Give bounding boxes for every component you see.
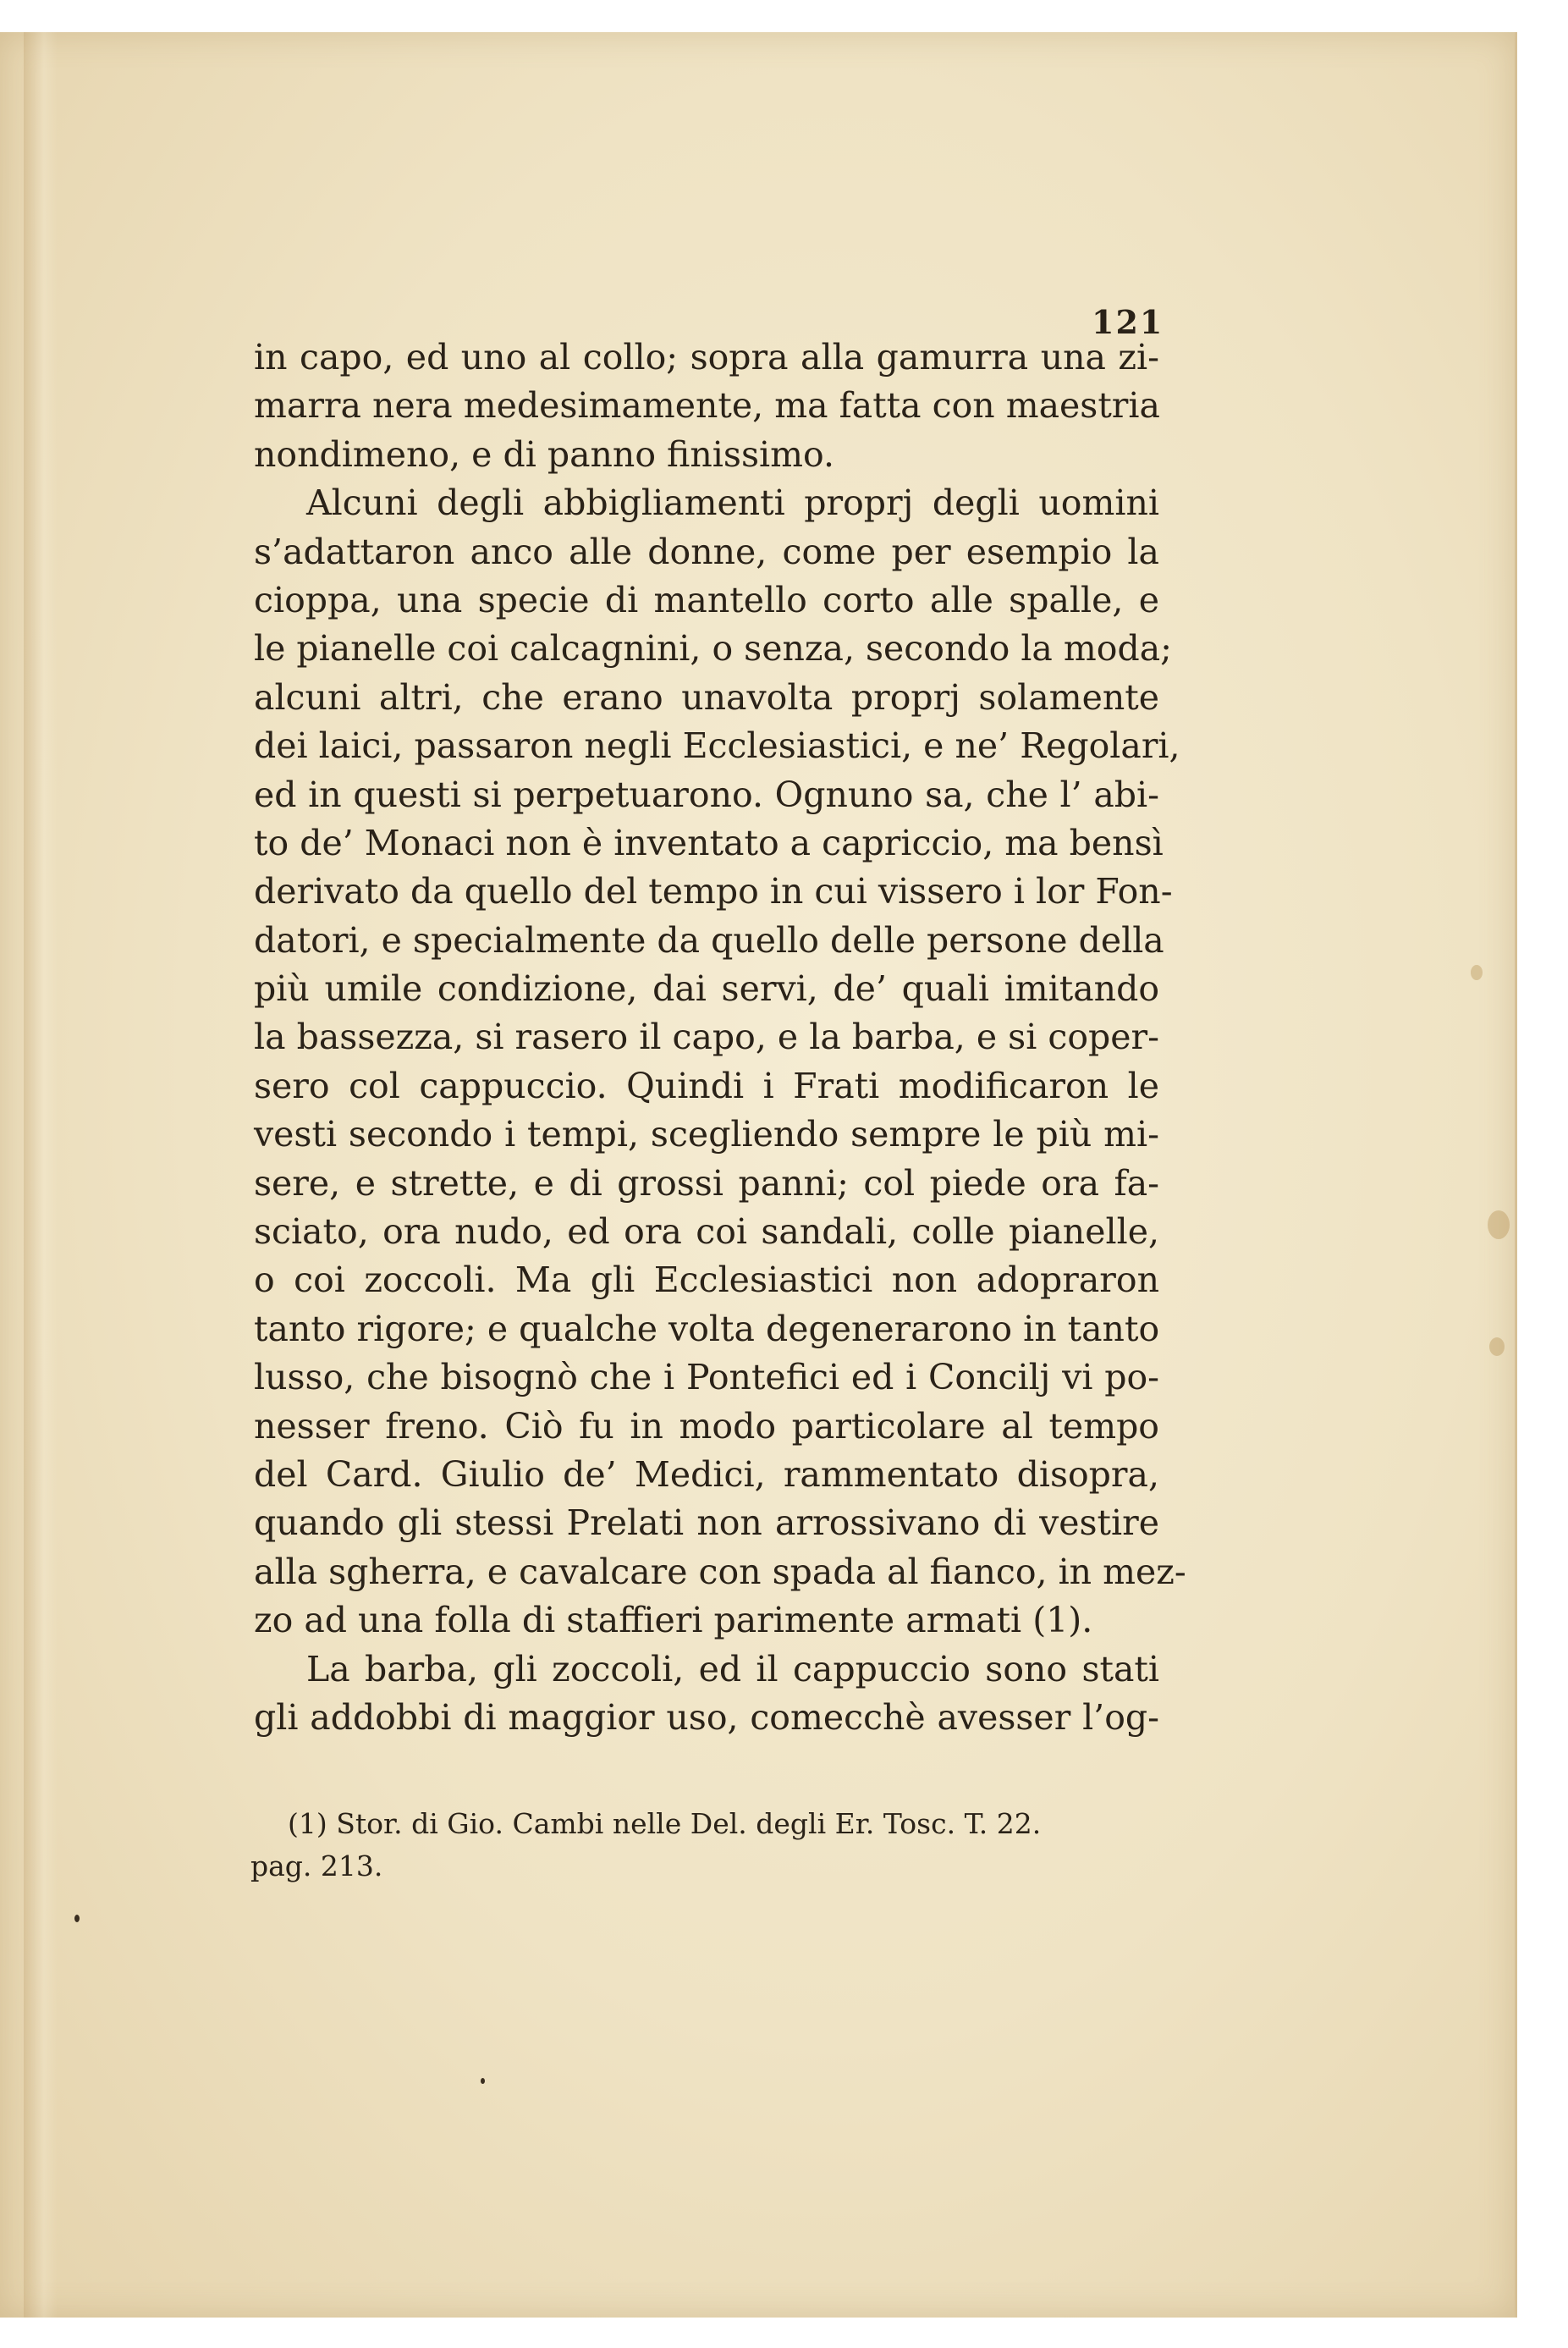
text-line: datori, e specialmente da quello delle persone della (254, 919, 1164, 961)
text-line: s’adattaron anco alle donne, come per esempio la (254, 531, 1159, 572)
text-line: del Card. Giulio de’ Medici, rammentato disopra, (254, 1453, 1159, 1495)
foxing-stain (1471, 965, 1483, 980)
text-line: ed in questi si perpetuarono. Ognuno sa, che l’ abi- (254, 774, 1159, 815)
text-line: sciato, ora nudo, ed ora coi sandali, colle pianelle, (254, 1211, 1159, 1253)
text-line: dei laici, passaron negli Ecclesiastici, e ne’ Regolari, (254, 725, 1180, 767)
text-line: La barba, gli zoccoli, ed il cappuccio sono stati (306, 1648, 1159, 1689)
text-line: zo ad una folla di staffieri parimente armati (1). (254, 1600, 1093, 1641)
text-line: nesser freno. Ciò fu in modo particolare al tempo (254, 1405, 1159, 1447)
text-line: cioppa, una specie di mantello corto alle spalle, e (254, 579, 1159, 620)
text-line: o coi zoccoli. Ma gli Ecclesiastici non adopraron (254, 1259, 1159, 1301)
paragraph-lines (254, 333, 1186, 1742)
text-line: sere, e strette, e di grossi panni; col piede ora fa- (254, 1162, 1159, 1204)
page-number: 121 (1092, 303, 1164, 341)
foxing-stain (1488, 1210, 1510, 1239)
text-line: vesti secondo i tempi, scegliendo sempre le più mi- (254, 1114, 1159, 1155)
foxing-stain (1489, 1337, 1505, 1356)
binding-fold (24, 32, 58, 2318)
text-line: la bassezza, si rasero il capo, e la barba, e si coper- (254, 1017, 1159, 1058)
text-line: sero col cappuccio. Quindi i Frati modificaron le (254, 1065, 1159, 1106)
text-line: le pianelle coi calcagnini, o senza, secondo la moda; (254, 628, 1172, 670)
text-line: to de’ Monaci non è inventato a capriccio, ma bensì (254, 822, 1164, 863)
footnote-line: (1) Stor. di Gio. Cambi nelle Del. degli Er. Tosc. T. 22. (288, 1807, 1042, 1840)
text-line: gli addobbi di maggior uso, comecchè avesser l’og- (254, 1696, 1159, 1738)
text-line: in capo, ed uno al collo; sopra alla gamurra una zi- (254, 337, 1159, 378)
text-line: alcuni altri, che erano unavolta proprj solamente (254, 676, 1159, 718)
text-line: Alcuni degli abbigliamenti proprj degli uomini (306, 482, 1159, 524)
text-line: più umile condizione, dai servi, de’ quali imitando (254, 968, 1159, 1010)
text-line: marra nera medesimamente, ma fatta con maestria (254, 385, 1160, 427)
text-line: derivato da quello del tempo in cui vissero i lor Fon- (254, 871, 1173, 912)
ink-speck (481, 2078, 485, 2084)
ink-speck (74, 1915, 80, 1922)
text-line: tanto rigore; e qualche volta degenerarono in tanto (254, 1308, 1160, 1349)
footnote (250, 1803, 1156, 1888)
text-line: nondimeno, e di panno finissimo. (254, 433, 834, 475)
text-line: alla sgherra, e cavalcare con spada al fianco, in mez- (254, 1551, 1186, 1592)
footnote-line: pag. 213. (250, 1849, 383, 1882)
text-line: quando gli stessi Prelati non arrossivano di vestire (254, 1502, 1159, 1544)
text-line: lusso, che bisognò che i Pontefici ed i Concilj vi po- (254, 1357, 1159, 1398)
main-text (254, 296, 1186, 1742)
